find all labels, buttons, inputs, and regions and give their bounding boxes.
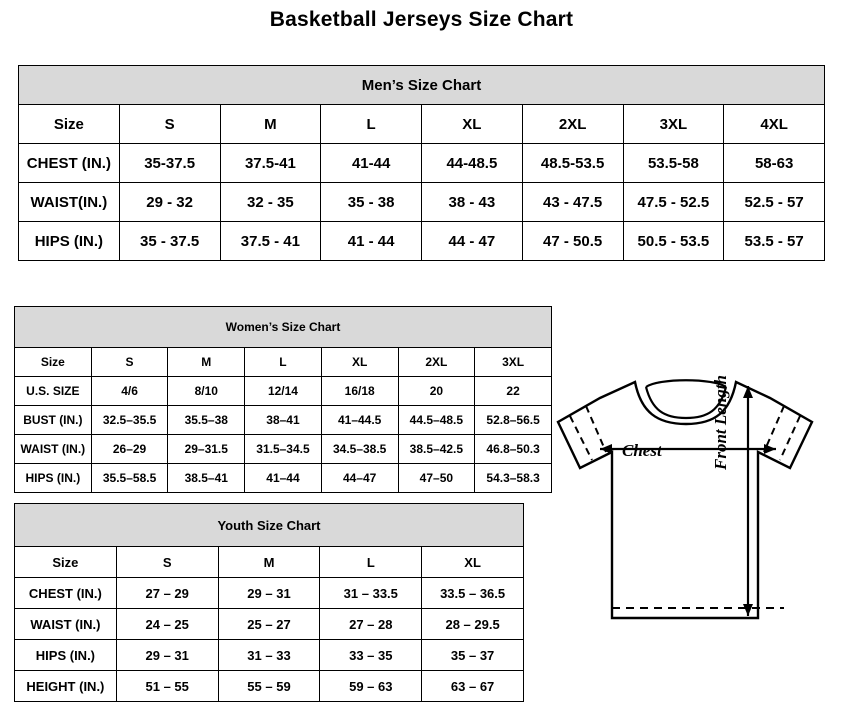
table-banner-row (15, 504, 524, 547)
row-label: HIPS (IN.) (15, 640, 117, 671)
row-label: CHEST (IN.) (15, 578, 117, 609)
row-label: U.S. SIZE (15, 377, 92, 406)
table-header-row (15, 547, 524, 578)
column-header: XL (321, 348, 398, 377)
row-label: HEIGHT (IN.) (15, 671, 117, 702)
table-row (15, 609, 524, 640)
table-cell: 32 - 35 (220, 183, 321, 222)
table-cell: 47 - 50.5 (522, 222, 623, 261)
table-cell: 63 – 67 (422, 671, 524, 702)
table-cell: 16/18 (321, 377, 398, 406)
table-cell: 20 (398, 377, 475, 406)
row-label: WAIST (IN.) (15, 435, 92, 464)
table-cell: 12/14 (245, 377, 322, 406)
column-header: 2XL (522, 105, 623, 144)
table-cell: 35 - 38 (321, 183, 422, 222)
table-cell: 41-44 (321, 144, 422, 183)
table-cell: 41–44.5 (321, 406, 398, 435)
column-header: 4XL (724, 105, 825, 144)
row-label: HIPS (IN.) (15, 464, 92, 493)
table-cell: 53.5-58 (623, 144, 724, 183)
table-row (15, 464, 552, 493)
column-header: XL (422, 105, 523, 144)
table-cell: 35 - 37.5 (119, 222, 220, 261)
table-row (15, 435, 552, 464)
column-header: 3XL (623, 105, 724, 144)
table-cell: 31 – 33 (218, 640, 320, 671)
jersey-shirt-icon (540, 360, 835, 670)
table-cell: 59 – 63 (320, 671, 422, 702)
column-header: L (321, 105, 422, 144)
table-cell: 44.5–48.5 (398, 406, 475, 435)
table-cell: 38–41 (245, 406, 322, 435)
table-cell: 37.5 - 41 (220, 222, 321, 261)
row-label: HIPS (IN.) (19, 222, 120, 261)
table-cell: 41–44 (245, 464, 322, 493)
womens-banner-label: Women’s Size Chart (15, 307, 552, 348)
column-header: L (245, 348, 322, 377)
column-header: S (119, 105, 220, 144)
mens-banner-label: Men’s Size Chart (19, 66, 825, 105)
row-label: CHEST (IN.) (19, 144, 120, 183)
column-header: S (116, 547, 218, 578)
table-cell: 8/10 (168, 377, 245, 406)
table-cell: 26–29 (91, 435, 168, 464)
column-header: L (320, 547, 422, 578)
table-cell: 53.5 - 57 (724, 222, 825, 261)
table-cell: 29 – 31 (218, 578, 320, 609)
table-cell: 31 – 33.5 (320, 578, 422, 609)
table-cell: 48.5-53.5 (522, 144, 623, 183)
table-cell: 27 – 28 (320, 609, 422, 640)
table-cell: 27 – 29 (116, 578, 218, 609)
table-cell: 52.8–56.5 (475, 406, 552, 435)
table-cell: 55 – 59 (218, 671, 320, 702)
table-row (15, 578, 524, 609)
table-cell: 33 – 35 (320, 640, 422, 671)
jersey-measurement-diagram (540, 360, 835, 670)
table-cell: 33.5 – 36.5 (422, 578, 524, 609)
table-cell: 29–31.5 (168, 435, 245, 464)
table-cell: 28 – 29.5 (422, 609, 524, 640)
row-label: BUST (IN.) (15, 406, 92, 435)
column-header: S (91, 348, 168, 377)
table-cell: 46.8–50.3 (475, 435, 552, 464)
table-cell: 29 - 32 (119, 183, 220, 222)
front-length-measure-label: Front Length (711, 375, 730, 470)
table-cell: 35.5–58.5 (91, 464, 168, 493)
table-banner-row (15, 307, 552, 348)
page-title: Basketball Jerseys Size Chart (269, 8, 574, 31)
table-header-row (19, 105, 825, 144)
table-cell: 58-63 (724, 144, 825, 183)
table-cell: 38.5–41 (168, 464, 245, 493)
table-row (19, 183, 825, 222)
table-cell: 38 - 43 (422, 183, 523, 222)
column-header: 2XL (398, 348, 475, 377)
table-cell: 25 – 27 (218, 609, 320, 640)
table-row (15, 406, 552, 435)
row-label: WAIST (IN.) (15, 609, 117, 640)
table-cell: 54.3–58.3 (475, 464, 552, 493)
table-cell: 32.5–35.5 (91, 406, 168, 435)
row-label: WAIST(IN.) (19, 183, 120, 222)
table-cell: 31.5–34.5 (245, 435, 322, 464)
chest-measure-label: Chest (622, 441, 662, 460)
mens-size-chart (18, 65, 825, 261)
column-header: M (218, 547, 320, 578)
table-cell: 35 – 37 (422, 640, 524, 671)
table-cell: 44-48.5 (422, 144, 523, 183)
table-row (15, 671, 524, 702)
table-cell: 35.5–38 (168, 406, 245, 435)
youth-size-chart (14, 503, 524, 702)
column-header: Size (15, 348, 92, 377)
table-header-row (15, 348, 552, 377)
table-cell: 41 - 44 (321, 222, 422, 261)
table-cell: 52.5 - 57 (724, 183, 825, 222)
youth-size-table (14, 503, 524, 702)
table-cell: 24 – 25 (116, 609, 218, 640)
column-header: Size (19, 105, 120, 144)
table-row (19, 222, 825, 261)
table-cell: 43 - 47.5 (522, 183, 623, 222)
column-header: Size (15, 547, 117, 578)
table-cell: 50.5 - 53.5 (623, 222, 724, 261)
table-cell: 38.5–42.5 (398, 435, 475, 464)
table-cell: 44–47 (321, 464, 398, 493)
mens-size-table (18, 65, 825, 261)
womens-size-chart (14, 306, 552, 493)
table-cell: 35-37.5 (119, 144, 220, 183)
column-header: 3XL (475, 348, 552, 377)
table-banner-row (19, 66, 825, 105)
table-cell: 47–50 (398, 464, 475, 493)
table-cell: 51 – 55 (116, 671, 218, 702)
table-cell: 44 - 47 (422, 222, 523, 261)
table-cell: 4/6 (91, 377, 168, 406)
table-row (15, 640, 524, 671)
table-row (19, 144, 825, 183)
womens-size-table (14, 306, 552, 493)
table-cell: 47.5 - 52.5 (623, 183, 724, 222)
table-cell: 34.5–38.5 (321, 435, 398, 464)
table-row (15, 377, 552, 406)
table-cell: 29 – 31 (116, 640, 218, 671)
table-cell: 37.5-41 (220, 144, 321, 183)
column-header: M (168, 348, 245, 377)
table-cell: 22 (475, 377, 552, 406)
youth-banner-label: Youth Size Chart (15, 504, 524, 547)
column-header: M (220, 105, 321, 144)
column-header: XL (422, 547, 524, 578)
